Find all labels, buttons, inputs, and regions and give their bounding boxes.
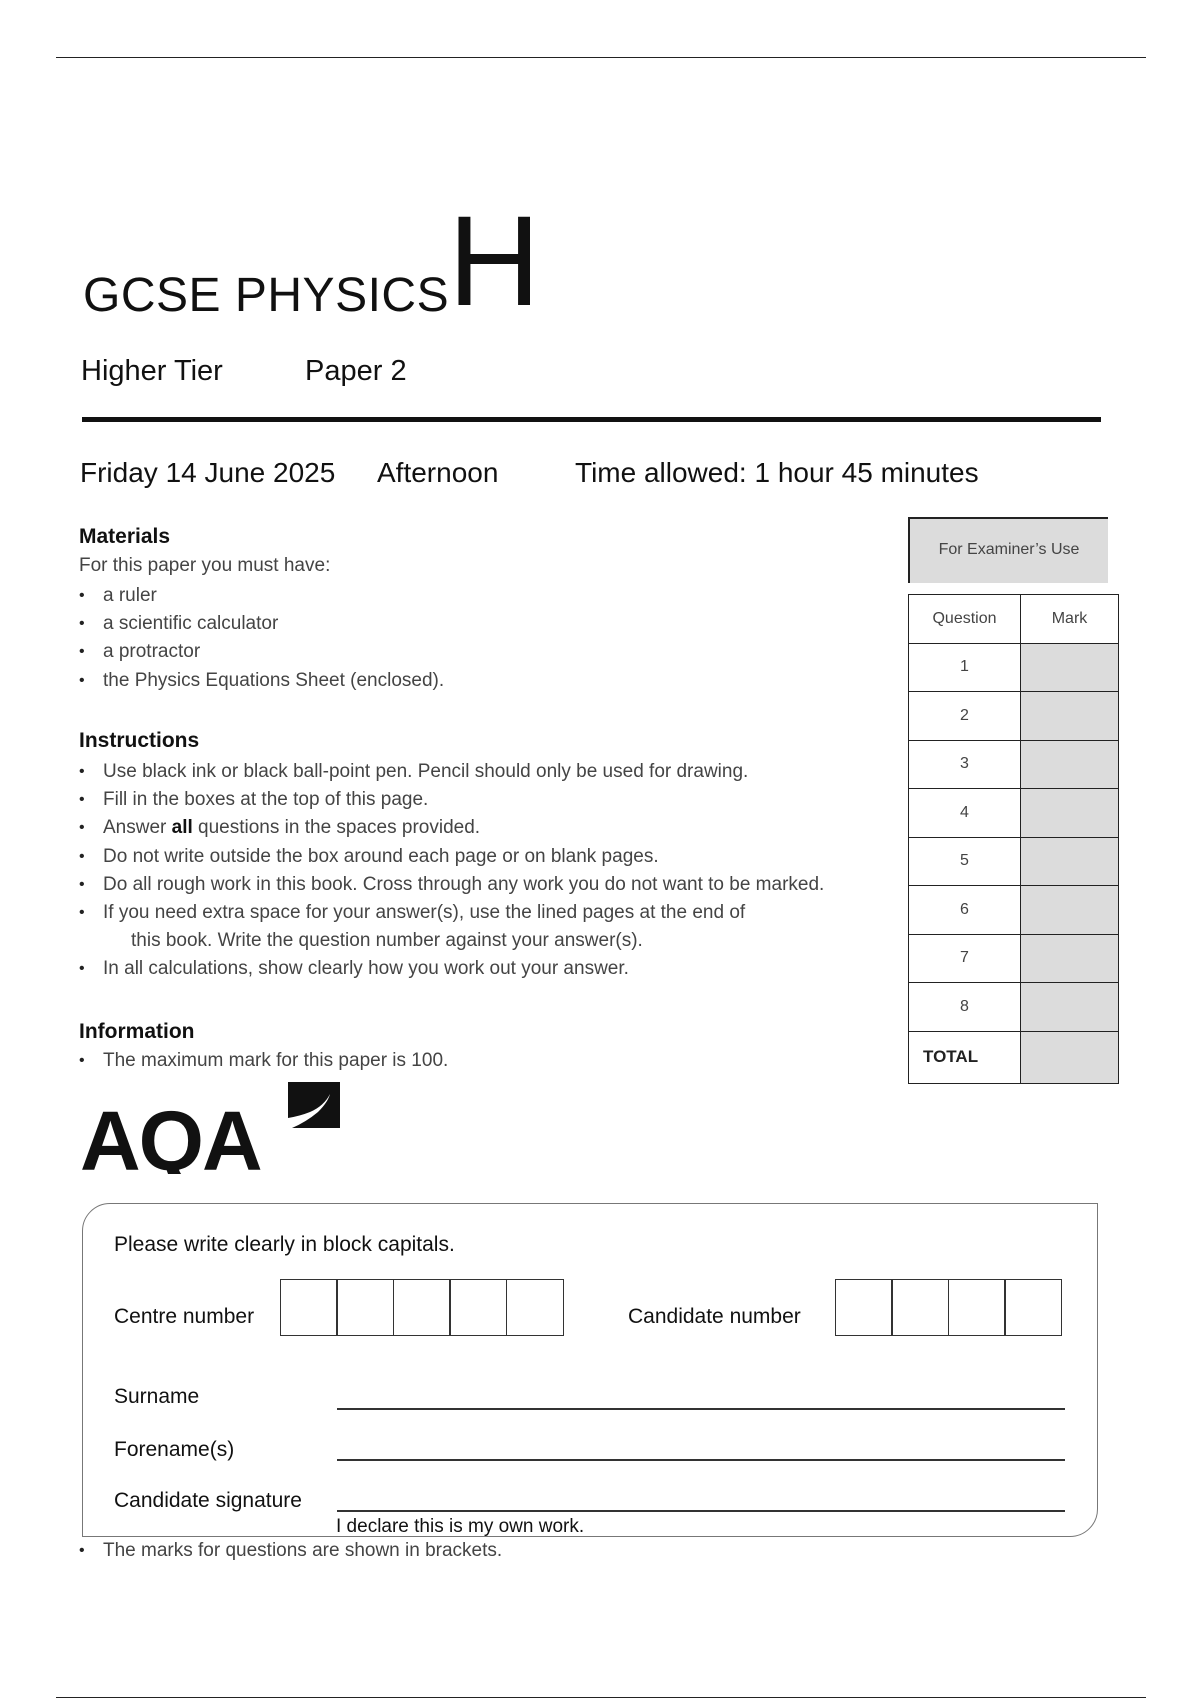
aqa-logo-mark xyxy=(288,1082,340,1128)
digit-box[interactable] xyxy=(1004,1279,1062,1336)
total-mark-cell[interactable] xyxy=(1021,1031,1119,1083)
question-number: 7 xyxy=(909,934,1021,983)
list-item: • If you need extra space for your answer(s), use the lined pages at the end of xyxy=(79,899,824,927)
mark-cell[interactable] xyxy=(1021,934,1119,983)
question-number: 5 xyxy=(909,837,1021,886)
instructions-list xyxy=(79,758,824,984)
centre-number-label: Centre number xyxy=(114,1305,255,1328)
digit-box[interactable] xyxy=(948,1279,1006,1336)
examiner-use-title: For Examiner’s Use xyxy=(938,541,1080,558)
bottom-rule xyxy=(56,1697,1146,1698)
mark-column-header: Mark xyxy=(1021,595,1119,644)
information-heading: Information xyxy=(79,1020,195,1043)
mark-cell[interactable] xyxy=(1021,886,1119,935)
digit-box[interactable] xyxy=(449,1279,507,1336)
information-list xyxy=(79,1047,448,1075)
table-row xyxy=(909,740,1119,789)
mark-cell[interactable] xyxy=(1021,643,1119,692)
forename-label: Forename(s) xyxy=(114,1438,235,1461)
surname-label: Surname xyxy=(114,1385,200,1408)
table-row xyxy=(909,643,1119,692)
list-item: • Fill in the boxes at the top of this page. xyxy=(79,786,824,814)
total-label: TOTAL xyxy=(909,1031,1021,1083)
list-item: • a protractor xyxy=(79,638,444,666)
tier-label: Higher Tier xyxy=(81,355,223,387)
table-row xyxy=(909,789,1119,838)
digit-box[interactable] xyxy=(835,1279,893,1336)
question-number: 3 xyxy=(909,740,1021,789)
table-row xyxy=(909,837,1119,886)
marks-note-list xyxy=(79,1537,502,1565)
signature-label: Candidate signature xyxy=(114,1489,302,1512)
table-header-row xyxy=(909,595,1119,644)
aqa-logo xyxy=(80,1082,342,1174)
list-item: • The maximum mark for this paper is 100. xyxy=(79,1047,448,1075)
tier-letter: H xyxy=(448,190,541,333)
exam-session: Afternoon xyxy=(377,457,499,488)
mark-cell[interactable] xyxy=(1021,789,1119,838)
mark-cell[interactable] xyxy=(1021,692,1119,741)
materials-heading: Materials xyxy=(79,525,171,548)
block-capitals-prompt: Please write clearly in block capitals. xyxy=(114,1233,455,1256)
header-divider xyxy=(82,417,1101,422)
question-number: 2 xyxy=(909,692,1021,741)
examiner-table xyxy=(908,594,1119,1084)
answer-prefix: Answer xyxy=(103,817,172,839)
list-item: • a ruler xyxy=(79,582,444,610)
list-item: • a scientific calculator xyxy=(79,610,444,638)
centre-number-input[interactable] xyxy=(281,1279,564,1336)
question-number: 6 xyxy=(909,886,1021,935)
declaration-text: I declare this is my own work. xyxy=(336,1516,585,1537)
exam-date: Friday 14 June 2025 xyxy=(80,457,336,488)
table-row xyxy=(909,934,1119,983)
question-number: 1 xyxy=(909,643,1021,692)
table-row xyxy=(909,692,1119,741)
digit-box[interactable] xyxy=(393,1279,451,1336)
materials-list xyxy=(79,582,444,695)
answer-suffix: questions in the spaces provided. xyxy=(192,817,481,839)
time-allowed: Time allowed: 1 hour 45 minutes xyxy=(575,457,979,488)
surname-field[interactable] xyxy=(337,1408,1065,1410)
table-row xyxy=(909,983,1119,1032)
mark-cell[interactable] xyxy=(1021,983,1119,1032)
signature-field[interactable] xyxy=(337,1510,1065,1512)
aqa-logo-text: AQA xyxy=(80,1094,261,1174)
top-rule xyxy=(56,57,1146,58)
paper-label: Paper 2 xyxy=(305,355,407,387)
list-item: • Use black ink or black ball-point pen. Pencil should only be used for drawing. xyxy=(79,758,824,786)
digit-box[interactable] xyxy=(891,1279,949,1336)
digit-box[interactable] xyxy=(280,1279,338,1336)
materials-intro: For this paper you must have: xyxy=(79,555,331,576)
table-row xyxy=(909,886,1119,935)
forename-field[interactable] xyxy=(337,1459,1065,1461)
candidate-number-label: Candidate number xyxy=(628,1305,801,1328)
question-number: 8 xyxy=(909,983,1021,1032)
candidate-number-input[interactable] xyxy=(836,1279,1062,1336)
list-item: • Do not write outside the box around each page or on blank pages. xyxy=(79,843,824,871)
list-item-continuation: this book. Write the question number against your answer(s). xyxy=(131,930,643,952)
list-item xyxy=(79,814,824,842)
aqa-logo-graphic xyxy=(80,1082,342,1174)
digit-box[interactable] xyxy=(506,1279,564,1336)
total-row xyxy=(909,1031,1119,1083)
list-item: • In all calculations, show clearly how you work out your answer. xyxy=(79,955,824,983)
examiner-use-header xyxy=(908,517,1108,583)
examiner-top-border xyxy=(908,517,1108,519)
question-number: 4 xyxy=(909,789,1021,838)
instructions-heading: Instructions xyxy=(79,729,200,752)
list-item: • the Physics Equations Sheet (enclosed). xyxy=(79,667,444,695)
digit-box[interactable] xyxy=(336,1279,394,1336)
list-item: • Do all rough work in this book. Cross through any work you do not want to be marked. xyxy=(79,871,824,899)
mark-cell[interactable] xyxy=(1021,740,1119,789)
question-column-header: Question xyxy=(909,595,1021,644)
answer-bold: all xyxy=(171,817,193,839)
exam-title: GCSE PHYSICS xyxy=(83,269,450,322)
list-item: • The marks for questions are shown in brackets. xyxy=(79,1537,502,1565)
mark-cell[interactable] xyxy=(1021,837,1119,886)
